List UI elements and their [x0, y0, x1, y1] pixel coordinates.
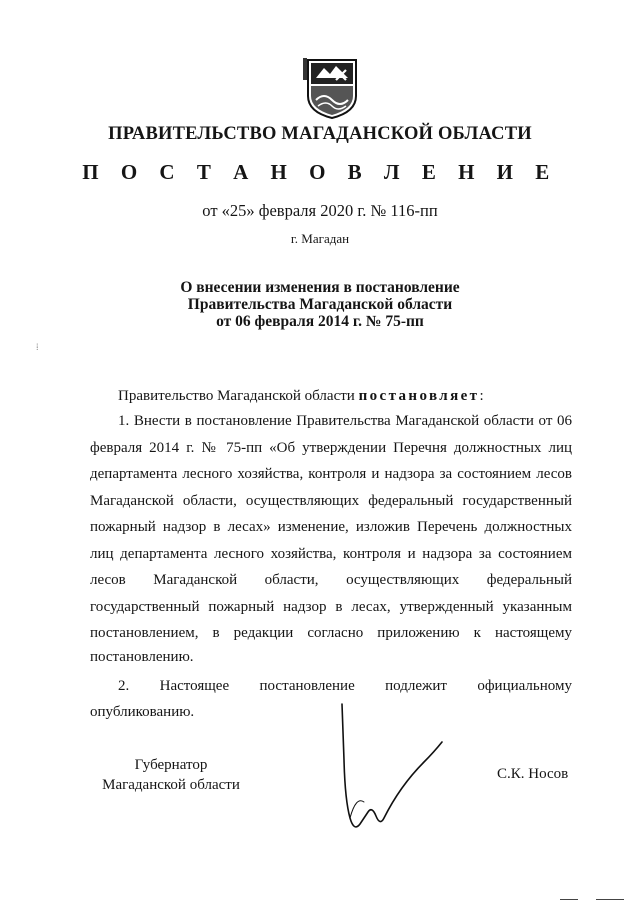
- document-type: П О С Т А Н О В Л Е Н И Е: [82, 160, 558, 184]
- scan-artifact-dash: [560, 899, 578, 900]
- preamble-keyword: постановляет: [358, 388, 480, 404]
- item-1-tail: постановлению.: [90, 649, 194, 665]
- signatory-position: [96, 755, 246, 795]
- document-subject: [0, 279, 640, 330]
- scan-artifact-dash: [596, 899, 624, 900]
- subject-line-1: О внесении изменения в постановление: [180, 279, 460, 296]
- item-2-tail: опубликованию.: [90, 704, 195, 720]
- organization-title: ПРАВИТЕЛЬСТВО МАГАДАНСКОЙ ОБЛАСТИ: [108, 124, 532, 144]
- preamble-end: :: [479, 388, 484, 404]
- item-1-paragraph: 1. Внести в постановление Правительства Магаданской области от 06 февраля 2014 г. № 75-пп «Об утверждении Перечня должностных лиц департамента лесного хозяйства, контроля и надзора за состоянием лесов Магаданской области, осуществляющих федеральный государственный пожарный надзор в лесах» изменение, изложив Перечень должностных лиц департамента лесного хозяйства, контроля и надзора за состоянием лесов Магаданской области, осуществляющих федеральный государственный пожарный надзор в лесах, утвержденный указанным постановлением, в редакции согласно приложению к настоящему: [90, 413, 572, 641]
- signatory-position-line-2: Магаданской области: [102, 777, 240, 793]
- subject-line-3: от 06 февраля 2014 г. № 75-пп: [216, 313, 424, 330]
- handwritten-signature: [320, 700, 460, 840]
- preamble: [118, 388, 484, 405]
- item-2-paragraph: 2. Настоящее постановление подлежит официальному: [118, 678, 572, 694]
- subject-line-2: Правительства Магаданской области: [187, 296, 453, 313]
- signatory-name: С.К. Носов: [497, 766, 569, 782]
- preamble-text: Правительство Магаданской области: [118, 388, 355, 404]
- coat-of-arms-icon: [302, 56, 362, 120]
- signatory-position-line-1: Губернатор: [134, 757, 208, 773]
- document-date-number: от «25» февраля 2020 г. № 116-пп: [202, 201, 438, 220]
- margin-mark: ⁞: [36, 342, 39, 352]
- document-city: г. Магадан: [290, 231, 350, 246]
